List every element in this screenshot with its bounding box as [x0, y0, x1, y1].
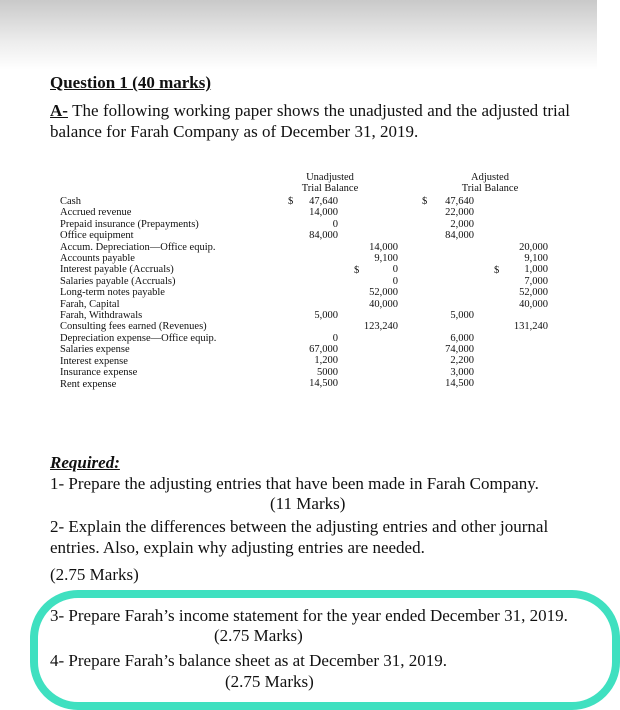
required-item-2: 2- Explain the differences between the adjusting entries and other journal entries. Also, explain why adjusting entries are needed. [50, 517, 549, 557]
amount-cell [290, 287, 338, 298]
amount-cell: 74,000 [445, 344, 474, 356]
account-name: Accum. Depreciation—Office equip. [60, 241, 216, 253]
amount-cell [500, 367, 548, 378]
amount-cell: 123,240 [363, 321, 398, 333]
amount-cell: 5000 [317, 366, 338, 378]
account-name: Accounts payable [60, 253, 135, 265]
amount-cell: 22,000 [445, 207, 474, 219]
amount-cell [290, 321, 338, 332]
amount-cell [500, 355, 548, 366]
amount-cell [290, 242, 338, 253]
account-name: Prepaid insurance (Prepayments) [60, 218, 199, 230]
account-name: Salaries payable (Accruals) [60, 275, 176, 287]
intro-lead: A- [50, 101, 68, 120]
unadjusted-header [285, 172, 375, 194]
amount-cell [500, 219, 548, 230]
amount-cell [500, 310, 548, 321]
amount-cell: 47,640 [309, 196, 338, 207]
required-item-2-marks-text: (2.75 Marks) [50, 565, 139, 584]
amount-cell: 5,000 [314, 309, 338, 321]
intro-paragraph [50, 100, 570, 142]
highlighter-oval [30, 590, 620, 710]
required-item-1-marks: (11 Marks) [270, 494, 346, 513]
amount-cell [290, 299, 338, 310]
amount-cell: 1,200 [314, 355, 338, 367]
account-name: Rent expense [60, 378, 117, 390]
amount-cell [426, 264, 474, 275]
account-name: Accrued revenue [60, 207, 132, 219]
amount-cell: 20,000 [519, 241, 548, 253]
adjusted-debit-column [426, 196, 474, 390]
amount-cell: 2,000 [450, 218, 474, 230]
amount-cell [500, 207, 548, 218]
amount-cell [350, 378, 398, 389]
account-name: Cash [60, 196, 81, 207]
amount-cell: 67,000 [309, 344, 338, 356]
top-shadow [0, 0, 597, 70]
account-name: Office equipment [60, 230, 134, 242]
account-name: Insurance expense [60, 367, 138, 379]
account-name: Consulting fees earned (Revenues) [60, 321, 207, 333]
unadjusted-credit-column [350, 196, 398, 390]
amount-cell: 6,000 [450, 332, 474, 344]
amount-cell: 0 [392, 264, 398, 276]
account-name: Salaries expense [60, 344, 130, 356]
adjusted-header-line-2: Trial Balance [461, 183, 519, 194]
required-item-3: 3- Prepare Farah’s income statement for the year ended December 31, 2019. [50, 606, 568, 625]
amount-cell: 2,200 [450, 355, 474, 367]
amount-cell [426, 253, 474, 264]
adjusted-header-line-1: Adjusted [471, 172, 509, 183]
amount-cell: 84,000 [445, 230, 474, 242]
account-names [60, 196, 216, 390]
amount-cell [350, 219, 398, 230]
account-name: Interest expense [60, 355, 128, 367]
amount-cell: 52,000 [369, 287, 398, 299]
amount-cell [350, 230, 398, 241]
amount-cell [350, 344, 398, 355]
amount-cell [290, 264, 338, 275]
amount-cell: 40,000 [519, 298, 548, 310]
amount-cell: 52,000 [519, 287, 548, 299]
amount-cell: 7,000 [524, 275, 548, 287]
amount-cell [290, 276, 338, 287]
account-name: Depreciation expense—Office equip. [60, 332, 217, 344]
amount-cell: 14,500 [445, 378, 474, 390]
account-name: Farah, Withdrawals [60, 310, 143, 322]
account-name: Farah, Capital [60, 298, 120, 310]
adjusted-credit-column [500, 196, 548, 390]
amount-cell [500, 230, 548, 241]
required-item-4-marks: (2.75 Marks) [225, 672, 314, 691]
amount-cell: 5,000 [450, 309, 474, 321]
unadjusted-header-line-1: Unadjusted [306, 172, 354, 183]
dollar-sign-adj-debit: $ [422, 196, 428, 207]
dollar-sign-adj-credit: $ [494, 265, 500, 276]
account-name: Interest payable (Accruals) [60, 264, 174, 276]
amount-cell [500, 378, 548, 389]
dollar-sign-unadj-debit: $ [288, 196, 294, 207]
unadjusted-header-line-2: Trial Balance [301, 183, 359, 194]
amount-cell [290, 253, 338, 264]
required-item-2-marks-cut [50, 565, 139, 588]
account-name: Long-term notes payable [60, 287, 165, 299]
trial-balance-table [60, 172, 580, 454]
unadjusted-debit-column [290, 196, 338, 390]
question-title: Question 1 (40 marks) [50, 73, 212, 92]
amount-cell [500, 344, 548, 355]
amount-cell [500, 333, 548, 344]
amount-cell [350, 207, 398, 218]
amount-cell: 1,000 [524, 264, 548, 276]
amount-cell: 9,100 [524, 252, 548, 264]
amount-cell: 0 [332, 332, 338, 344]
amount-cell: 0 [332, 218, 338, 230]
amount-cell [426, 287, 474, 298]
amount-cell: 84,000 [309, 230, 338, 242]
amount-cell [350, 333, 398, 344]
dollar-sign-unadj-credit: $ [354, 265, 360, 276]
amount-cell [350, 310, 398, 321]
amount-cell: 0 [392, 275, 398, 287]
amount-cell: 14,000 [369, 241, 398, 253]
amount-cell [350, 196, 398, 207]
required-heading: Required: [50, 453, 120, 472]
amount-cell [350, 355, 398, 366]
amount-cell [426, 276, 474, 287]
intro-text: The following working paper shows the unadjusted and the adjusted trial balance for Farah Company as of December 31, 2019. [50, 101, 570, 141]
amount-cell: 9,100 [374, 252, 398, 264]
required-item-4: 4- Prepare Farah’s balance sheet as at December 31, 2019. [50, 651, 447, 670]
required-item-3-marks: (2.75 Marks) [214, 626, 303, 645]
amount-cell: 47,640 [445, 196, 474, 207]
amount-cell: 14,500 [309, 378, 338, 390]
amount-cell [500, 196, 548, 207]
amount-cell: 3,000 [450, 366, 474, 378]
amount-cell [350, 367, 398, 378]
amount-cell: 14,000 [309, 207, 338, 219]
amount-cell [426, 242, 474, 253]
amount-cell: 40,000 [369, 298, 398, 310]
amount-cell [426, 299, 474, 310]
amount-cell: 131,240 [513, 321, 548, 333]
adjusted-header [440, 172, 540, 194]
amount-cell [426, 321, 474, 332]
required-item-1: 1- Prepare the adjusting entries that have been made in Farah Company. [50, 474, 539, 493]
